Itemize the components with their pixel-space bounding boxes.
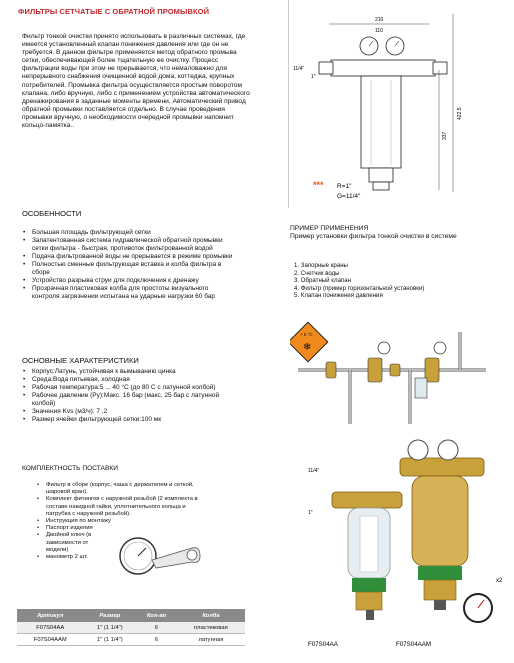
page-title: ФИЛЬТРЫ СЕТЧАТЫЕ С ОБРАТНОЙ ПРОМЫВКОЙ	[18, 7, 210, 16]
multiplier-label: x2	[496, 578, 503, 584]
intro-text: Фильтр тонкой очистки принято использовать в различных системах, где имеется установленный клапан понижения давления или где он не требуется. В данном фильтре применяется метод обратного промыва сетки, обеспечивающей более тщательную ее очистку. Процесс фильтрации воды при этом не прерывается, что немаловажно для непрерывного снабжения очищенной водой дома, коттеджа, крупных потребителей. Промывка фильтра осуществляется простым поворотом клапана, либо вручную, либо с применением устройства автоматического дренажирования в заданные моменты времени. Автоматический привод обратной промывки поставляется отдельно. В случае проведения промывки вручную, о необходимости очередной промывки напомнит кольцо-памятка..	[22, 33, 250, 130]
list-item: • Корпус:Латунь, устойчивая к вымыванию цинка	[22, 368, 236, 376]
dim-inner: 110	[375, 28, 383, 34]
list-item: • Запатентованная система гидравлической обратной промывки сетки фильтра - быстрая, противоток фильтрованной водой	[22, 237, 236, 253]
list-item: • манометр 2 шт.	[36, 554, 204, 561]
table-cell: латунная	[177, 634, 245, 646]
table-cell: 1" (1 1/4")	[83, 634, 136, 646]
photo-dim-2: 1"	[308, 510, 313, 516]
caption-left: F07S04AA	[308, 641, 338, 648]
drawing-stars: ***	[313, 180, 324, 190]
legend-item: 4. Фильтр (пример горизонтальной установки)	[294, 284, 425, 292]
table-cell: 1" (1 1/4")	[83, 622, 136, 634]
table-cell: F07S04AAM	[17, 634, 83, 646]
sign-label: + 5 °C	[300, 332, 313, 337]
column-header: Размер	[83, 609, 136, 622]
list-item: • Подача фильтрованной воды не прерывается в режиме промывки	[22, 253, 236, 261]
table-cell: пластиковая	[177, 622, 245, 634]
column-header: Колба	[177, 609, 245, 622]
photo-dim-1: 11/4"	[308, 468, 320, 474]
list-item: • Инструкция по монтажу	[36, 518, 204, 525]
features-heading: ОСОБЕННОСТИ	[22, 209, 82, 218]
list-item: • Рабочее давление (Ру):Макс. 16 бар (макс. 25 бар с латунной колбой)	[22, 392, 236, 408]
article-table	[17, 609, 245, 646]
application-legend	[294, 262, 424, 300]
table-cell: F07S04AA	[17, 622, 83, 634]
application-heading: ПРИМЕР ПРИМЕНЕНИЯ	[290, 225, 369, 232]
list-item: • Паспорт изделия	[36, 525, 204, 532]
dim-right-1: 422.5	[457, 107, 463, 120]
column-header: Кол-во	[136, 609, 177, 622]
dim-top: 210	[375, 17, 384, 23]
caption-right: F07S04AAM	[396, 641, 432, 648]
list-item: • Полностью сменные фильтрующая вставка и колба фильтра в сборе	[22, 261, 236, 277]
table-row	[17, 634, 245, 646]
kit-heading: КОМПЛЕКТНОСТЬ ПОСТАВКИ	[22, 465, 118, 472]
legend-item: 2. Счетчик воды	[294, 269, 340, 277]
list-item: • Двойной ключ (в зависимости от модели)	[36, 532, 100, 554]
list-item: • Комплект фитингов с наружной резьбой (2 комплекта в составе накидной гайки, уплотнительного кольца и патрубка с наружной резьбой).	[36, 496, 204, 518]
snowflake-icon: ❄	[303, 342, 312, 353]
characteristics-heading: ОСНОВНЫЕ ХАРАКТЕРИСТИКИ	[22, 356, 139, 365]
legend-item: 3. Обратный клапан	[294, 277, 352, 284]
dim-left-1: 11/4"	[293, 66, 305, 72]
dim-right-2: 337	[442, 131, 448, 140]
table-row	[17, 622, 245, 634]
technical-drawing	[288, 0, 481, 208]
features-list	[22, 229, 236, 301]
wrench-and-gauge-image	[108, 534, 204, 583]
table-header-row	[17, 609, 245, 622]
column-header: Артикул	[17, 609, 83, 622]
list-item: • Среда:Вода питьевая, холодная	[22, 376, 236, 384]
list-item: • Устройство разрыва струи для подключения к дренажу	[22, 277, 236, 285]
g-label: G=11/4"	[337, 193, 361, 200]
characteristics-list	[22, 368, 236, 424]
list-item: • Размер ячейки фильтрующей сетки:100 мк	[22, 416, 236, 424]
installation-scheme	[290, 318, 490, 433]
r-label: R=1"	[337, 183, 352, 190]
legend-item: 1. Запорные краны	[294, 262, 348, 269]
dim-left-2: 1"	[311, 74, 316, 80]
application-block	[290, 225, 457, 241]
list-item: • Фильтр в сборе (корпус, чаша с держателем и сеткой, шаровой кран).	[36, 482, 204, 496]
list-item: • Рабочая температура:5 ... 40 °С (до 80 С с латунной колбой)	[22, 384, 236, 392]
list-item: • Большая площадь фильтрующей сетки	[22, 229, 236, 237]
list-item: • Значения Kvs (м3/ч): 7 ,2	[22, 408, 236, 416]
table-cell: 6	[136, 634, 177, 646]
list-item: • Прозрачная пластиковая колба для простоты визуального контроля загрязнении испытана на ударные нагрузки 60 бар	[22, 285, 236, 301]
legend-item: 5. Клапан понижения давления	[294, 292, 383, 299]
product-photo	[300, 432, 510, 657]
table-cell: 6	[136, 622, 177, 634]
application-subheading: Пример установки фильтра тонкой очистки в системе	[290, 233, 457, 240]
